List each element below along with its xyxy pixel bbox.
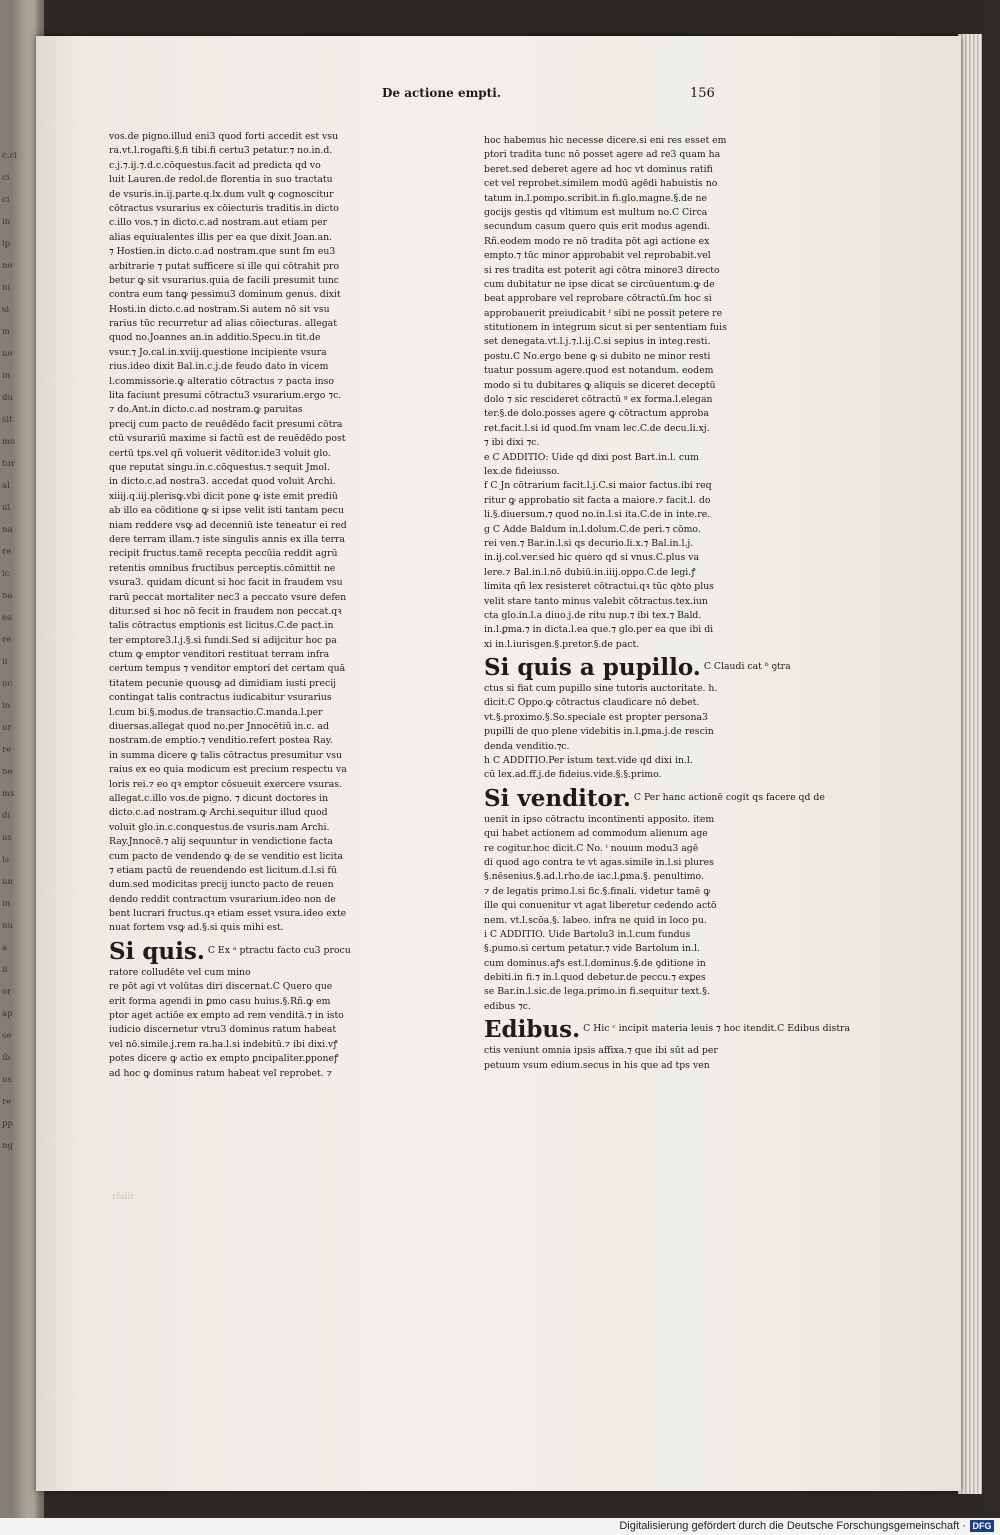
text-line: arbitrarie ⁊ putat sufficere si ille qui cōtrahit pro <box>109 260 340 272</box>
section-heading-si-quis <box>109 936 389 966</box>
margin-fragment: in <box>2 217 11 227</box>
dfg-logo: DFG <box>970 1520 994 1532</box>
margin-fragment: or <box>2 987 12 997</box>
section-heading-edibus <box>484 1014 851 1044</box>
text-line: qui habet actionem ad commodum alienum age <box>484 828 708 840</box>
text-line: vt.§.proximo.§.So.speciale est propter persona3 <box>484 711 708 723</box>
text-line: ctus si fiat cum pupillo sine tutoris auctoritate. h. <box>484 683 718 695</box>
margin-fragment: na <box>2 591 13 601</box>
text-line: cet vel reprobet.similem modū agēdi habuistis no <box>484 178 718 190</box>
text-line: ptor aget actiōe ex empto ad rem venditā.⁊ in isto <box>109 1010 344 1022</box>
margin-fragment: ea <box>2 613 13 623</box>
text-line: contingat talis contractus iudicabitur vsurarius <box>109 692 332 704</box>
text-line: loris rei.⁊ eo qꝛ emptor cōsueuit exercere vsuras. <box>109 778 342 790</box>
margin-fragment: ci <box>2 195 10 205</box>
text-line: vel nō.simile.j.rem ra.ha.l.si indebitū.⁊ ibi dixi.vꝭ <box>109 1038 338 1050</box>
text-line: c.j.⁊.ij.⁊.d.c.cōquestus.facit ad predicta qd vo <box>109 159 321 171</box>
text-line: cum dubitatur ne ipse dicat se circūuentum.ꝙ de <box>484 278 715 290</box>
column-left-body <box>109 130 389 936</box>
margin-fragment: c.ci <box>2 151 17 161</box>
margin-fragment: un <box>2 877 13 887</box>
margin-fragment: is <box>2 855 10 865</box>
text-line: Hosti.in dicto.c.ad nostram.Si autem nō sit vsu <box>109 303 330 315</box>
text-line: ad hoc ꝙ dominus ratum habeat vel reprobet. ⁊ <box>109 1067 332 1079</box>
heading-tail: C Hic ᶜ incipit materia leuis ⁊ hoc itendit.C Edibus distra <box>583 1023 851 1035</box>
text-line: betur ꝙ sit vsurarius.quia de facili presumit tunc <box>109 274 340 286</box>
text-line: dum.sed modicitas precij iuncto pacto de reuen <box>109 879 334 891</box>
text-column-left <box>109 130 389 1081</box>
text-line: pupilli de quo plene videbitis in.l.ꝑma.j.de rescin <box>484 726 714 738</box>
text-line: voluit glo.in.c.conquestus.de vsuris.nam Archi. <box>109 821 330 833</box>
margin-fragment: ne <box>2 767 13 777</box>
margin-fragment: sit <box>2 415 13 425</box>
text-line: c.illo vos.⁊ in dicto.c.ad nostram.aut etiam per <box>109 217 328 229</box>
margin-fragment: pp <box>2 1119 13 1129</box>
text-line: edibus ⁊c. <box>484 1000 531 1012</box>
text-line: cōtractus vsurarius ex cōiecturis traditis.in dicto <box>109 202 339 214</box>
margin-fragment: se <box>2 1031 12 1041</box>
margin-fragment: ib <box>2 1053 11 1063</box>
text-line: ⁊ etiam pactū de reuendendo est licitum.d.l.si fū <box>109 864 337 876</box>
running-head-title: De actione empti. <box>382 86 501 100</box>
margin-fragment: us <box>2 1075 12 1085</box>
text-line: hoc habemus hic necesse dicere.si eni res esset em <box>484 135 727 146</box>
text-line: retentis omnibus fructibus perceptis.cōmittit ne <box>109 562 336 574</box>
margin-fragment: ne <box>2 261 13 271</box>
text-line: que reputat singu.in.c.cōquestus.⁊ sequit Jmol. <box>109 461 330 473</box>
text-line: ille qui conuenitur vt agat liberetur cedendo actō <box>484 900 717 912</box>
text-line: precij cum pacto de reuēdēdo facit presumi cōtra <box>109 418 343 430</box>
text-line: modo si tu dubitares ꝙ aliquis se diceret deceptū <box>484 379 716 391</box>
text-line: §.nēsenius.§.ad.l.rho.de iac.l.ꝑma.§. penultimo. <box>484 871 704 883</box>
footer-credit: Digitalisierung gefördert durch die Deutsche Forschungsgemeinschaft · <box>619 1520 966 1532</box>
text-line: petuum vsum edium.secus in his que ad tps ven <box>484 1059 710 1071</box>
text-line: ctis veniunt omnia ipsis affixa.⁊ que ibi sūt ad per <box>484 1045 718 1057</box>
heading-tail: C Claudi cat ᵇ ꝯtra <box>703 661 791 673</box>
column-right-block-2 <box>484 682 760 783</box>
text-line: raius ex eo quia modicum est precium respectu va <box>109 764 347 776</box>
margin-fragment: ci <box>2 173 10 183</box>
text-line: empto.⁊ tūc minor approbabit vel reprobabit.vel <box>484 250 711 262</box>
margin-fragment: ni <box>2 283 11 293</box>
margin-fragment: ng <box>2 1141 13 1151</box>
text-line: l.cum bi.§.modus.de transactio.C.manda.l.per <box>109 706 323 718</box>
text-line: in dicto.c.ad nostra3. accedat quod voluit Archi. <box>109 476 336 488</box>
margin-fragment: in <box>2 371 11 381</box>
text-line: cta glo.in.l.a diuo.j.de ritu nup.⁊ ibi tex.⁊ Bald. <box>484 609 702 621</box>
text-line: rarū peccat mortaliter nec3 a peccato vsure defen <box>109 591 347 603</box>
text-line: postu.C No.ergo bene ꝙ si dubito ne minor resti <box>484 350 711 362</box>
text-line: ter emptore3.l.j.§.si fundi.Sed si adijcitur hoc pa <box>109 634 337 646</box>
text-line: ret.facit.l.si id quod.ſm vnam lec.C.de decu.li.xj. <box>484 422 710 434</box>
margin-fragment: re <box>2 635 12 645</box>
margin-fragment: na <box>2 525 13 535</box>
column-right-block-3 <box>484 813 760 1014</box>
text-line: nem. vt.l.scōa.§. labeo. infra ne quid in loco pu. <box>484 914 707 926</box>
text-line: allegat.c.illo vos.de pigno. ⁊ dicunt doctores in <box>109 792 329 804</box>
margin-fragment: ur <box>2 723 12 733</box>
text-line: dolo ⁊ sic rescideret cōtractū ᵍ ex forma.l.elegan <box>484 394 713 406</box>
text-line: in summa dicere ꝙ talis cōtractus presumitur vsu <box>109 749 342 761</box>
text-line: se Bar.in.l.sic.de lega.primo.in fi.sequitur text.§. <box>484 986 710 998</box>
text-line: re cogitur.hoc dicit.C No. ⁱ nouum modu3 agē <box>484 842 699 854</box>
text-line: ritur ꝙ approbatio sit facta a maiore.⁊ facit.l. do <box>484 494 711 506</box>
text-line: xi in.l.iurisgen.§.pretor.§.de pact. <box>484 638 640 650</box>
heading-text: Edibus. <box>484 1016 581 1044</box>
margin-fragment: ms <box>2 789 15 799</box>
text-line: vsur.⁊ Jo.cal.in.xviij.questione incipiente vsura <box>109 346 327 358</box>
margin-fragment: re <box>2 745 12 755</box>
text-line: e C ADDITIO: Uide qd dixi post Bart.in.l. cum <box>484 451 699 463</box>
margin-fragment: uc <box>2 679 13 689</box>
heading-text: Si quis a pupillo. <box>484 654 701 682</box>
heading-text: Si quis. <box>109 937 205 965</box>
text-line: beret.sed deberet agere ad hoc vt dominus ratifi <box>484 163 713 175</box>
text-line: rius.ideo dixit Bal.in.c.j.de feudo dato in vicem <box>109 361 329 373</box>
text-line: Ray.Jnnocē.⁊ alij sequuntur in vendictione facta <box>109 836 333 848</box>
margin-fragment: ip <box>2 239 11 249</box>
text-line: si res tradita est poterit agi cōtra minore3 directo <box>484 264 720 276</box>
bleed-through-text: rādir <box>112 1192 135 1202</box>
text-line: ⁊ de legatis primo.l.si fic.§.finali. videtur tamē ꝙ <box>484 885 711 897</box>
text-line: ter.§.de dolo.posses agere ꝙ cōtractum approba <box>484 408 709 420</box>
margin-fragment: si <box>2 305 10 315</box>
text-line: approbauerit preiudicabit ᶠ sibi ne possit petere re <box>484 307 723 319</box>
column-left-tail <box>109 980 389 1081</box>
margin-fragment: us <box>2 833 12 843</box>
text-line: beat approbare vel reprobare cōtractū.ſm hoc si <box>484 293 712 305</box>
text-line: nostram.de emptio.⁊ venditio.refert postea Ray. <box>109 735 333 747</box>
margin-fragment: ue <box>2 349 13 359</box>
text-line: cū lex.ad.ff.j.de fideius.vide.§.§.primo. <box>484 769 662 781</box>
text-column-right <box>484 134 851 1073</box>
text-line: uenit in ipso cōtractu incontinenti apposito. item <box>484 813 715 825</box>
text-line: ditur.sed si hoc nō fecit in fraudem non peccat.qꝛ <box>109 605 342 617</box>
margin-fragment: in <box>2 899 11 909</box>
margin-fragment: nu <box>2 921 13 931</box>
margin-fragment: ii <box>2 657 8 667</box>
margin-fragment: al <box>2 481 10 491</box>
section-heading-si-quis-a-pupillo <box>484 652 791 682</box>
text-line: Rñ.eodem modo re nō tradita pōt agi actione ex <box>484 235 710 247</box>
column-right-body <box>484 134 760 451</box>
margin-fragment: m <box>2 327 11 337</box>
text-line: luit Lauren.de redol.de florentia in suo tractatu <box>109 174 333 186</box>
text-line: li.§.diuersum.⁊ quod no.in.l.si ita.C.de in inte.re. <box>484 509 711 521</box>
text-line: certum tempus ⁊ venditor emptori det certam quā <box>109 663 346 675</box>
text-line: f C Jn cōtrarium facit.l.j.C.si maior factus.ibi req <box>484 480 712 492</box>
text-line: dicit.C Oppo.ꝙ cōtractus claudicare nō debet. <box>484 697 700 709</box>
text-line: erit forma agendi in ꝑmo casu huius.§.Rñ.ꝙ em <box>109 995 331 1007</box>
text-line: quod no.Joannes an.in additio.Specu.in tit.de <box>109 332 321 344</box>
text-line: iudicio discernetur vtru3 dominus ratum habeat <box>109 1024 337 1036</box>
text-line: g C Adde Baldum in.l.dolum.C.de peri.⁊ cōmo. <box>484 523 701 535</box>
text-line: ptori tradita tunc nō posset agere ad re3 quam ha <box>484 149 721 161</box>
text-line: diuersas.allegat quod no.per Jnnocētiū in.c. ad <box>109 721 329 733</box>
text-line: de vsuris.in.ij.parte.q.lx.dum vult ꝙ cognoscitur <box>109 188 334 200</box>
text-line: stitutionem in integrum sicut si per sententiam fuis <box>484 322 727 334</box>
margin-fragment: mo <box>2 437 16 447</box>
margin-fragment: ui <box>2 503 11 513</box>
text-line: cum pacto de vendendo ꝙ de se venditio est licita <box>109 850 343 862</box>
text-line: xiiij.q.iij.plerisꝙ.vbi dicit pone ꝙ iste emit prediū <box>109 490 338 502</box>
text-line: §.pumo.si certum petatur.⁊ vide Bartolum in.l. <box>484 943 700 955</box>
heading-text: Si venditor. <box>484 784 631 812</box>
folio-number: 156 <box>690 86 715 101</box>
text-line: ab illo ea cōditione ꝙ si ipse velit isti tantam pecu <box>109 505 344 517</box>
margin-fragment: ic <box>2 569 10 579</box>
annotations-block-1 <box>484 451 760 652</box>
text-line: lita faciunt presumi cōtractu3 vsurarium.ergo ⁊c. <box>109 390 342 402</box>
text-line: rarius tūc recurretur ad alias cōiecturas. allegat <box>109 318 337 330</box>
text-line: ra.vt.l.rogafti.§.fi tibi.fi certu3 petatur.⁊ no.in.d. <box>109 145 333 157</box>
text-line: ⁊ do.Ant.in dicto.c.ad nostram.ꝙ paruitas <box>109 404 303 416</box>
text-line: vsura3. quidam dicunt si hoc facit in fraudem vsu <box>109 577 343 589</box>
text-line: in.l.ꝑma.⁊ in dicta.l.ea que.⁊ glo.per ea que ibi di <box>484 624 714 636</box>
text-line: i C ADDITIO. Uide Bartolu3 in.l.cum fundus <box>484 928 691 940</box>
right-shadow <box>982 0 1000 1518</box>
text-line: denda venditio.⁊c. <box>484 740 570 752</box>
text-line: contra eum tanꝙ pessimu3 dominum genus. dixit <box>109 289 341 301</box>
margin-fragment: du <box>2 393 13 403</box>
margin-fragment: re <box>2 547 12 557</box>
text-line: vos.de pigno.illud eni3 quod forti accedit est vsu <box>109 131 339 142</box>
page-block-edges <box>958 34 982 1494</box>
text-line: dere terram illam.⁊ iste singulis annis ex illa terra <box>109 533 345 545</box>
text-line: ctum ꝙ emptor venditori restituat terram infra <box>109 649 330 661</box>
text-line: tatum in.l.pompo.scribit.in fi.glo.magne.§.de ne <box>484 192 707 204</box>
text-line: tuatur possum agere.quod est notandum. eodem <box>484 365 714 377</box>
text-line: re pōt agi vt volūtas diri discernat.C Quero que <box>109 981 333 993</box>
text-line: bent lucrari fructus.qꝛ etiam esset vsura.ideo exte <box>109 908 347 920</box>
text-line: potes dicere ꝙ actio ex empto ꝑncipaliter.ꝑponeꝭ <box>109 1053 339 1065</box>
text-line: alias equiualentes illis per ea que dixit Joan.an. <box>109 231 333 243</box>
text-line: in.ij.col.ver.sed hic quero qd si vnus.C.plus va <box>484 552 700 564</box>
section-heading-si-venditor <box>484 783 825 813</box>
heading-tail: C Per hanc actionē cogit qs facere qd de <box>633 791 825 803</box>
text-line: debiti.in fi.⁊ in.l.quod debetur.de peccu.⁊ exꝑes <box>484 972 706 984</box>
heading-tail: C Ex ᵃ ptractu facto cu3 procu <box>207 944 351 956</box>
text-line: ratore colludēte vel cum mino <box>109 966 251 978</box>
text-line: gocijs gestis qd vltimum est multum no.C Circa <box>484 206 708 218</box>
text-line: certū tps.vel qñ voluerit vēditor.ide3 voluit glo. <box>109 447 331 459</box>
column-right-block-4 <box>484 1044 760 1073</box>
text-line: lex.de fideiusso. <box>484 465 560 477</box>
text-line: talis cōtractus emptionis est licitus.C.de pact.in <box>109 620 334 632</box>
text-line: limita qñ lex resisteret cōtractui.qꝛ tūc qꝺto plus <box>484 581 714 593</box>
margin-fragment: in <box>2 701 11 711</box>
text-line: niam reddere vsꝙ ad decenniū iste teneatur ei red <box>109 519 347 531</box>
text-line: cum dominus.aꝭs est.l.dominus.§.de ꝯditione in <box>484 957 706 969</box>
digitization-footer <box>0 1518 1000 1535</box>
margin-fragment: tur <box>2 459 15 469</box>
text-line: lere.⁊ Bal.in.l.nō dubiū.in.iiij.oppo.C.de legi.ꝭ <box>484 566 696 578</box>
text-line: recipit fructus.tamē recepta peccūia reddit agrū <box>109 548 338 560</box>
text-line: ctū vsurariū maxime si factū est de reuēdēdo post <box>109 433 346 445</box>
margin-fragment: ii <box>2 965 8 975</box>
text-line: velit stare tanto minus valebit cōtractus.tex.iun <box>484 595 708 607</box>
margin-fragment: ap <box>2 1009 13 1019</box>
text-line: set denegata.vt.l.j.⁊.l.ij.C.si sepius in integ.resti. <box>484 336 711 348</box>
text-line: secundum casum quero quis erit modus agendi. <box>484 221 711 233</box>
text-line: titatem pecunie quousꝙ ad dimidiam iusti precij <box>109 677 337 689</box>
text-line: rei ven.⁊ Bar.in.l.si qs decurio.li.x.⁊ Bal.in.l.j. <box>484 537 694 549</box>
margin-fragment: di <box>2 811 11 821</box>
margin-fragment: a <box>2 943 8 953</box>
text-line: h C ADDITIO.Per istum text.vide qd dixi in.l. <box>484 755 693 767</box>
text-line: dicto.c.ad nostram.ꝙ Archi.sequitur illud quod <box>109 807 328 819</box>
text-line: l.commissorie.ꝙ alteratio cōtractus ⁊ pacta inso <box>109 375 335 387</box>
text-line: ⁊ Hostien.in dicto.c.ad nostram.que sunt ſm eu3 <box>109 246 336 258</box>
text-line: nuat fortem vsꝙ ad.§.si quis mihi est. <box>109 922 284 934</box>
text-line: di quod ago contra te vt agas.simile in.l.si plures <box>484 856 714 868</box>
text-line: ⁊ ibi dixi ⁊c. <box>484 437 540 449</box>
text-line: dendo reddit contractum vsurarium.ideo non de <box>109 893 336 905</box>
margin-fragment: re <box>2 1097 12 1107</box>
